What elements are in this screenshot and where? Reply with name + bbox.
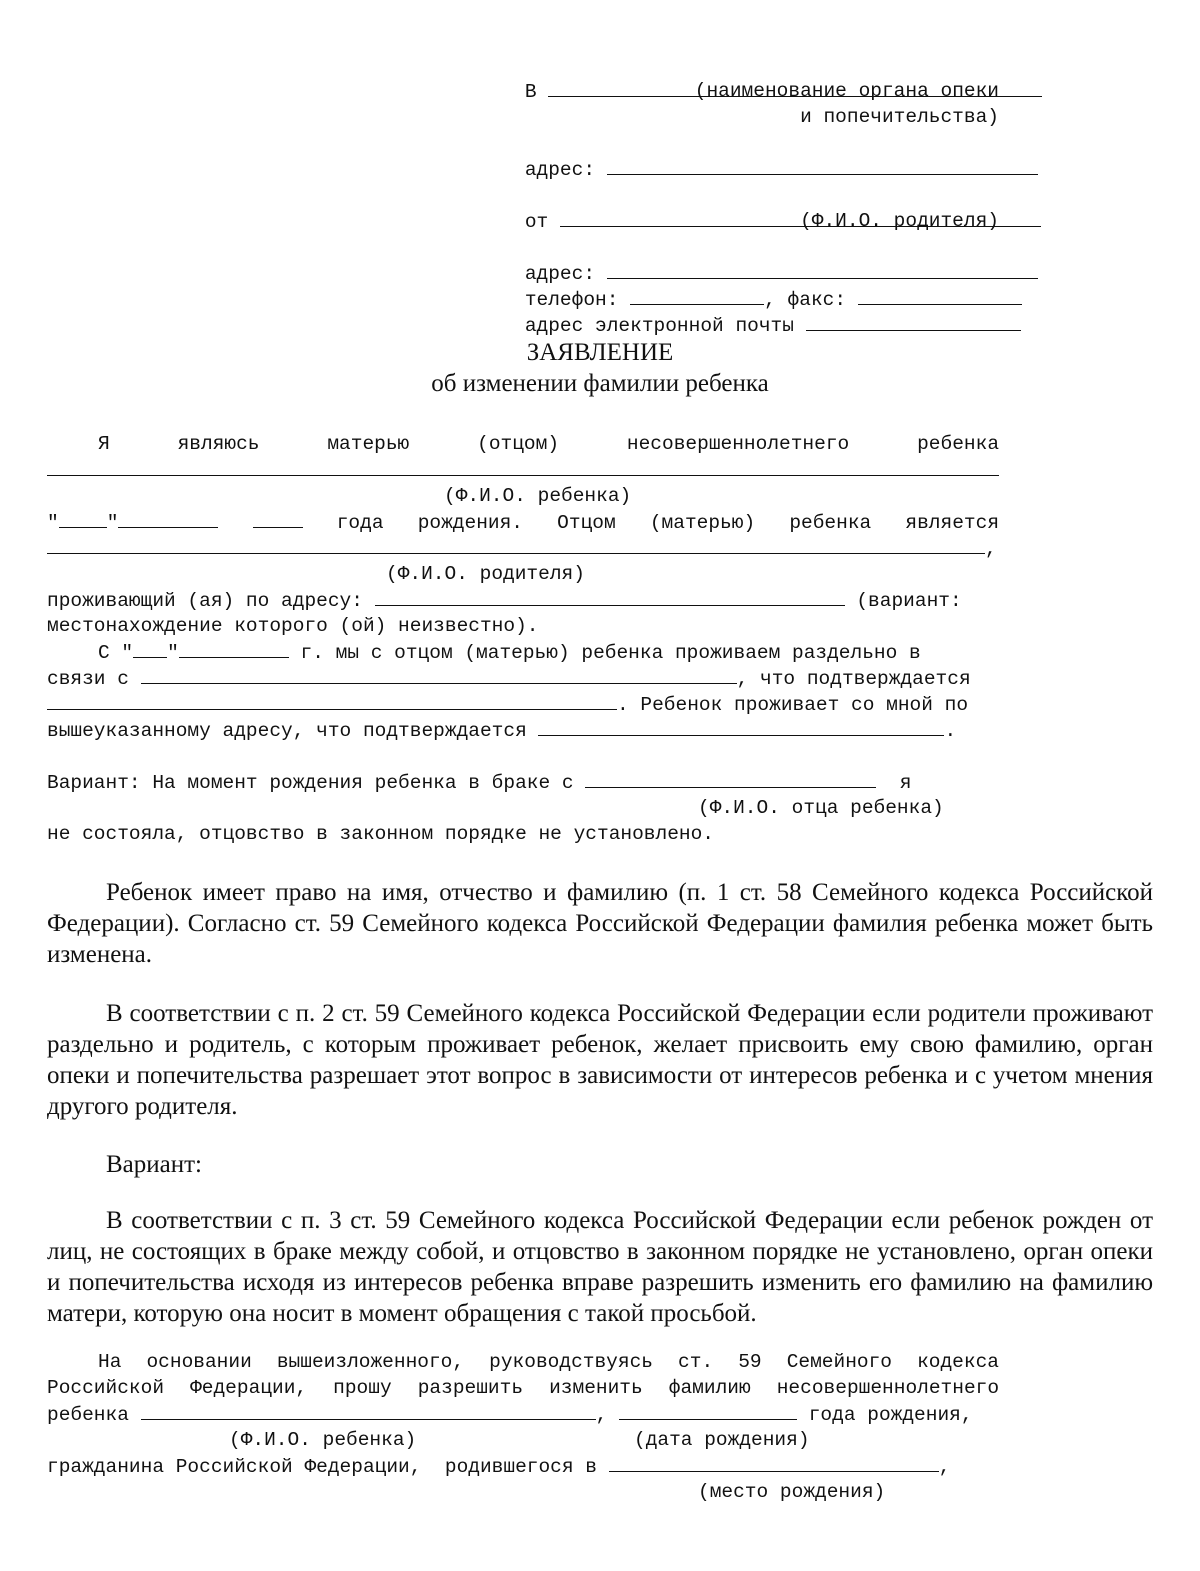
birth-day-field[interactable] [59, 509, 107, 528]
document-subtitle: об изменении фамилии ребенка [431, 370, 769, 397]
request-child-caption: (Ф.И.О. ребенка) [229, 1429, 417, 1451]
not-married-text: не состояла, отцовство в законном порядке не установлено. [47, 823, 715, 845]
other-parent-field[interactable] [47, 535, 985, 554]
intro-word: (отцом) [477, 433, 560, 455]
birth-line [47, 509, 999, 536]
variant-open: (вариант: [856, 590, 962, 612]
location-unknown: местонахождение которого (ой) неизвестно). [47, 615, 539, 637]
birth-word: Отцом [557, 512, 616, 534]
email-label: адрес электронной почты [524, 315, 794, 337]
father-name-field[interactable] [585, 769, 876, 788]
residing-label: проживающий (ая) по адресу: [47, 590, 363, 612]
intro-word: несовершеннолетнего [626, 433, 850, 455]
birth-date-group: " " [47, 512, 218, 534]
above-address-line: вышеуказанному адресу, что подтверждается . [47, 717, 956, 744]
request-child-name-field[interactable] [141, 1401, 596, 1420]
paragraph-separate-living: В соответствии с п. 2 ст. 59 Семейного кодекса Российской Федерации если родители проживают раздельно и родитель, с которым проживает ребенок, желает присвоить ему свою фамилию, орган опеки и попечительства разрешает этот вопрос в зависимости от интересов ребенка и с учетом мнения другого родителя. [47, 1000, 1153, 1120]
residence-line [47, 587, 962, 614]
address-proof-field[interactable] [538, 717, 944, 736]
request-date-caption: (дата рождения) [634, 1429, 810, 1451]
reason-line [47, 665, 971, 692]
intro-word: ребенка [917, 433, 1000, 455]
child-name-field[interactable] [47, 457, 999, 476]
child-name-line [47, 457, 999, 484]
other-parent-caption: (Ф.И.О. родителя) [386, 563, 585, 585]
confirmation-line [47, 691, 968, 718]
request-line-2: Российской Федерации, прошу разрешить изменить фамилию несовершеннолетнего [47, 1377, 1000, 1399]
intro-word: Я [98, 433, 110, 455]
child-caption: (Ф.И.О. ребенка) [444, 485, 632, 507]
intro-word: являюсь [177, 433, 260, 455]
birth-year-field[interactable] [253, 509, 303, 528]
birth-word: ребенка [789, 512, 872, 534]
place-caption: (место рождения) [698, 1481, 886, 1503]
parent-caption: (Ф.И.О. родителя) [800, 210, 999, 232]
birth-place-field[interactable] [609, 1453, 939, 1472]
paragraph-right-to-name: Ребенок имеет право на имя, отчество и фамилию (п. 1 ст. 58 Семейного кодекса Российской Федерации). Согласно ст. 59 Семейного кодекса Российской Федерации фамилия ребенка может быть изменена. [47, 879, 1153, 968]
confirmation-doc-field[interactable] [47, 691, 617, 710]
variant-marriage-line: Вариант: На момент рождения ребенка в браке с я [47, 769, 911, 796]
address-label-2: адрес: [524, 263, 596, 285]
birth-word: рождения. [417, 512, 524, 534]
fax-label: , факс: [764, 289, 847, 311]
intro-line [47, 431, 999, 457]
to-prefix: В [524, 81, 537, 103]
authority-caption-1: (наименование органа опеки [694, 80, 999, 102]
birth-word: года [336, 512, 384, 534]
reason-field[interactable] [141, 665, 737, 684]
since-day-field[interactable] [133, 639, 167, 658]
paragraph-unmarried: В соответствии с п. 3 ст. 59 Семейного кодекса Российской Федерации если ребенок рожден от лиц, не состоящих в браке между собой, и отцовство в законном порядке не установлено, орган опеки и попечительства исходя из интересов ребенка вправе разрешить изменить его фамилию на фамилию матери, которую она носит в момент обращения с такой просьбой. [47, 1207, 1153, 1327]
father-caption: (Ф.И.О. отца ребенка) [698, 797, 944, 819]
birth-word: является [905, 512, 1000, 534]
other-parent-line: , [47, 535, 997, 562]
paragraph-variant-label: Вариант: [106, 1151, 202, 1178]
request-birth-date-field[interactable] [619, 1401, 797, 1420]
reason-prefix: связи с [47, 668, 129, 690]
intro-word: матерью [327, 433, 410, 455]
birth-month-field[interactable] [118, 509, 218, 528]
from-prefix: от [524, 211, 549, 233]
authority-address-field[interactable] [607, 156, 1038, 175]
birth-word: (матерью) [649, 512, 756, 534]
lives-with-me-text: . Ребенок проживает со мной по [617, 694, 969, 716]
phone-label: телефон: [524, 289, 619, 311]
since-line: С " " г. мы с отцом (матерью) ребенка проживаем раздельно в [98, 639, 921, 666]
above-address-text: вышеуказанному адресу, что подтверждается [47, 720, 527, 742]
email-field[interactable] [806, 312, 1021, 331]
citizen-line: гражданина Российской Федерации, родившегося в , [47, 1453, 950, 1480]
child-label: ребенка [47, 1404, 129, 1426]
citizen-text: гражданина Российской Федерации, родившегося в [47, 1456, 597, 1478]
year-of-birth-text: года рождения, [808, 1404, 973, 1426]
request-line-1: На основании вышеизложенного, руководствуясь ст. 59 Семейного кодекса [98, 1351, 999, 1373]
since-month-field[interactable] [179, 639, 289, 658]
document-title: ЗАЯВЛЕНИЕ [526, 339, 674, 366]
variant-marriage-text: Вариант: На момент рождения ребенка в браке с [47, 772, 574, 794]
authority-caption-2: и попечительства) [800, 106, 999, 128]
request-child-line: ребенка , года рождения, [47, 1401, 973, 1428]
residence-address-field[interactable] [375, 587, 845, 606]
confirmed-text: , что подтверждается [736, 668, 971, 690]
since-text: г. мы с отцом (матерью) ребенка проживаем раздельно в [300, 642, 921, 664]
address-label: адрес: [524, 159, 596, 181]
